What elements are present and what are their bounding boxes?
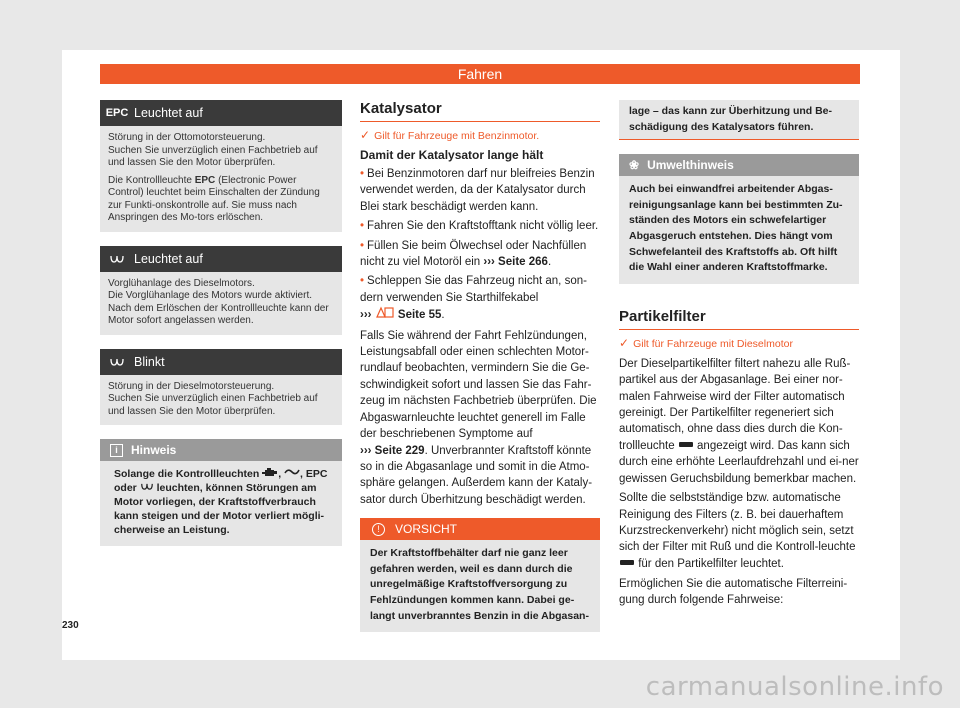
caution-header — [360, 518, 600, 540]
section-title: Katalysator — [360, 100, 600, 122]
glow-plug-icon — [140, 481, 154, 495]
header-label: Leuchtet auf — [134, 251, 203, 266]
warning-light-header-blink — [100, 349, 342, 375]
engine-icon — [262, 467, 278, 481]
caution-box — [360, 518, 600, 632]
text: angezeigt wird. Das kann sich durch eine erhöhte Leerlaufdrehzahl und ei-ner gewissen Geruchsbildung bemerkbar machen. — [619, 440, 859, 485]
text: Fahren Sie den Kraftstofftank nicht völlig leer. — [367, 220, 599, 233]
body-text — [619, 356, 859, 609]
watermark: carmanualsonline.info — [645, 672, 944, 702]
note-header — [100, 439, 342, 461]
page-reference-link[interactable]: Seite 55 — [397, 309, 442, 322]
caution-continued: lage – das kann zur Überhitzung und Be-schädigung des Katalysators führen. — [619, 100, 859, 140]
text: Füllen Sie beim Ölwechsel oder Nachfüllen nicht zu viel Motoröl ein — [360, 239, 587, 269]
text: leuchten, können Störungen am Motor vorliegen, der Kraftstoffverbrauch kann steigen und der Motor verliert mögli-cherweise an Leistung. — [114, 482, 325, 537]
epc-icon: EPC — [105, 107, 129, 119]
bullet: • — [360, 275, 365, 288]
header-label: Leuchtet auf — [134, 106, 203, 120]
text: , — [278, 468, 282, 480]
blink-description — [100, 375, 342, 426]
bullet: • — [360, 239, 365, 252]
page-reference-link[interactable]: ››› Seite 229 — [360, 444, 425, 457]
text: für den Partikelfilter leuchtet. — [638, 558, 784, 571]
text: Suchen Sie unverzüglich einen Fachbetrieb auf und lassen Sie den Motor überprüfen. — [108, 393, 318, 417]
check-icon: ✓ — [619, 335, 630, 350]
info-icon: i — [110, 444, 123, 457]
environment-body: Auch bei einwandfrei arbeitender Abgas-reinigungsanlage kann bei bestimmten Zu-ständen des Motors ein schwefelartiger Abgasgeruch entstehen. Dies hängt vom Schwefelanteil des Kraftstoffs ab. Oft hilft die Wahl einer anderen Kraftstoffmarke. — [629, 183, 843, 274]
text: Sollte die selbstständige bzw. automatische Reinigung des Filters (z. B. bei dauerhaftem Kurzstreckenverkehr) nicht möglich sein, setzt sich der Filter mit Ruß und die Kontroll-leuchte — [619, 492, 856, 554]
epc-inline-icon: EPC — [305, 468, 328, 480]
text: Suchen Sie unverzüglich einen Fachbetrieb auf und lassen Sie den Motor überprüfen. — [108, 144, 318, 168]
text: . — [547, 256, 552, 269]
text: Ermöglichen Sie die automatische Filterreini-gung durch folgende Fahrweise: — [619, 577, 848, 606]
text: Der Dieselpartikelfilter filtert nahezu alle Ruß-partikel aus der Abgasanlage. Bei einer nor-malen Fahrweise wird der Filter automatisch gereinigt. Der Partikelfilter regeneriert sich automatisch, ohne dass dies durch die Kon-trollleuchte — [619, 357, 851, 453]
epc-inline-icon: EPC — [194, 174, 216, 186]
section-header: Fahren — [100, 64, 860, 84]
environment-title: Umwelthinweis — [647, 158, 734, 173]
text: Gilt für Fahrzeuge mit Benzinmotor. — [374, 130, 540, 142]
text: Bei Benzinmotoren darf nur bleifreies Benzin verwendet werden, da der Katalysator durch Blei stark beschädigt werden kann. — [360, 168, 595, 213]
column-right — [619, 100, 859, 611]
caution-body: Der Kraftstoffbehälter darf nie ganz leer gefahren werden, weil es dann durch die unregelmäßige Kraftstoffversorgung zu Fehlzündungen kommen kann. Dabei ge-langt unverbranntes Benzin in die Abgasan- — [370, 547, 589, 622]
epc-description — [100, 126, 342, 232]
flower-icon: ❀ — [629, 158, 640, 173]
note-title: Hinweis — [131, 443, 177, 457]
column-left — [100, 100, 342, 546]
text: , — [300, 468, 303, 480]
text: Die Vorglühanlage des Motors wurde aktiviert. Nach dem Erlöschen der Kontrollleuchte kann der Motor sofort angelassen werden. — [108, 290, 329, 326]
page-reference-link[interactable]: ››› Seite 266 — [483, 256, 548, 269]
text: Schleppen Sie das Fahrzeug nicht an, son-dern verwenden Sie Starthilfekabel — [360, 275, 587, 304]
applicability-note — [619, 336, 859, 350]
body-text — [360, 166, 600, 508]
section-title: Partikelfilter — [619, 308, 859, 330]
bullet: • — [360, 168, 365, 180]
caution-book-icon — [375, 306, 395, 324]
glow-plug-icon — [100, 253, 134, 265]
applicability-note — [360, 128, 600, 142]
text: Störung in der Dieselmotorsteuerung. — [108, 380, 275, 392]
note-body — [100, 461, 342, 546]
text: Die Kontrollleuchte — [108, 174, 192, 186]
warning-light-header-glow — [100, 246, 342, 272]
glow-description — [100, 272, 342, 335]
page-number: 230 — [62, 620, 79, 631]
caution-icon: ! — [372, 523, 385, 536]
header-label: Blinkt — [134, 354, 165, 369]
text: Vorglühanlage des Dieselmotors. — [108, 277, 255, 289]
text: Falls Sie während der Fahrt Fehlzündungen, Leistungsabfall oder einen schlechten Motor-rundlauf beobachten, vermindern Sie die Ge-schwindigkeit sofort und lassen Sie das Fahr-zeug im nächsten Fachbetrieb überprüfen. Die Abgaswarnleuchte leuchtet generell im Falle der beschriebenen Symptome auf — [360, 329, 597, 441]
glow-plug-icon — [100, 356, 134, 368]
particle-filter-icon — [678, 438, 694, 454]
warning-light-header-epc — [100, 100, 342, 126]
text: Gilt für Fahrzeuge mit Dieselmotor — [633, 337, 793, 350]
caution-title: VORSICHT — [395, 522, 458, 537]
environment-note-box — [619, 154, 859, 284]
particle-filter-icon — [619, 556, 635, 572]
text: . — [441, 309, 445, 322]
subheading: Damit der Katalysator lange hält — [360, 148, 544, 162]
note-box — [100, 439, 342, 546]
reference-arrow: ››› — [360, 309, 372, 322]
text: oder — [114, 482, 137, 495]
text: (Electronic Power Control) leuchtet beim Einschalten der Zündung zur Funkti-onskontrolle auf. Sie muss nach Anspringen des Mo-tors erlöschen. — [108, 174, 320, 223]
check-icon: ✓ — [360, 128, 371, 142]
environment-header — [619, 154, 859, 176]
bullet: • — [360, 220, 365, 233]
column-middle — [360, 100, 600, 632]
exhaust-warning-icon — [284, 467, 300, 481]
text: Solange die Kontrollleuchten — [114, 468, 260, 480]
text: Störung in der Ottomotorsteuerung. — [108, 132, 266, 143]
text: . Unverbrannter Kraftstoff könnte so in die Abgasanlage und somit in die Atmo-sphäre gelangen. Außerdem kann der Kataly-sator durch Überhitzung beschädigt werden. — [360, 444, 593, 506]
